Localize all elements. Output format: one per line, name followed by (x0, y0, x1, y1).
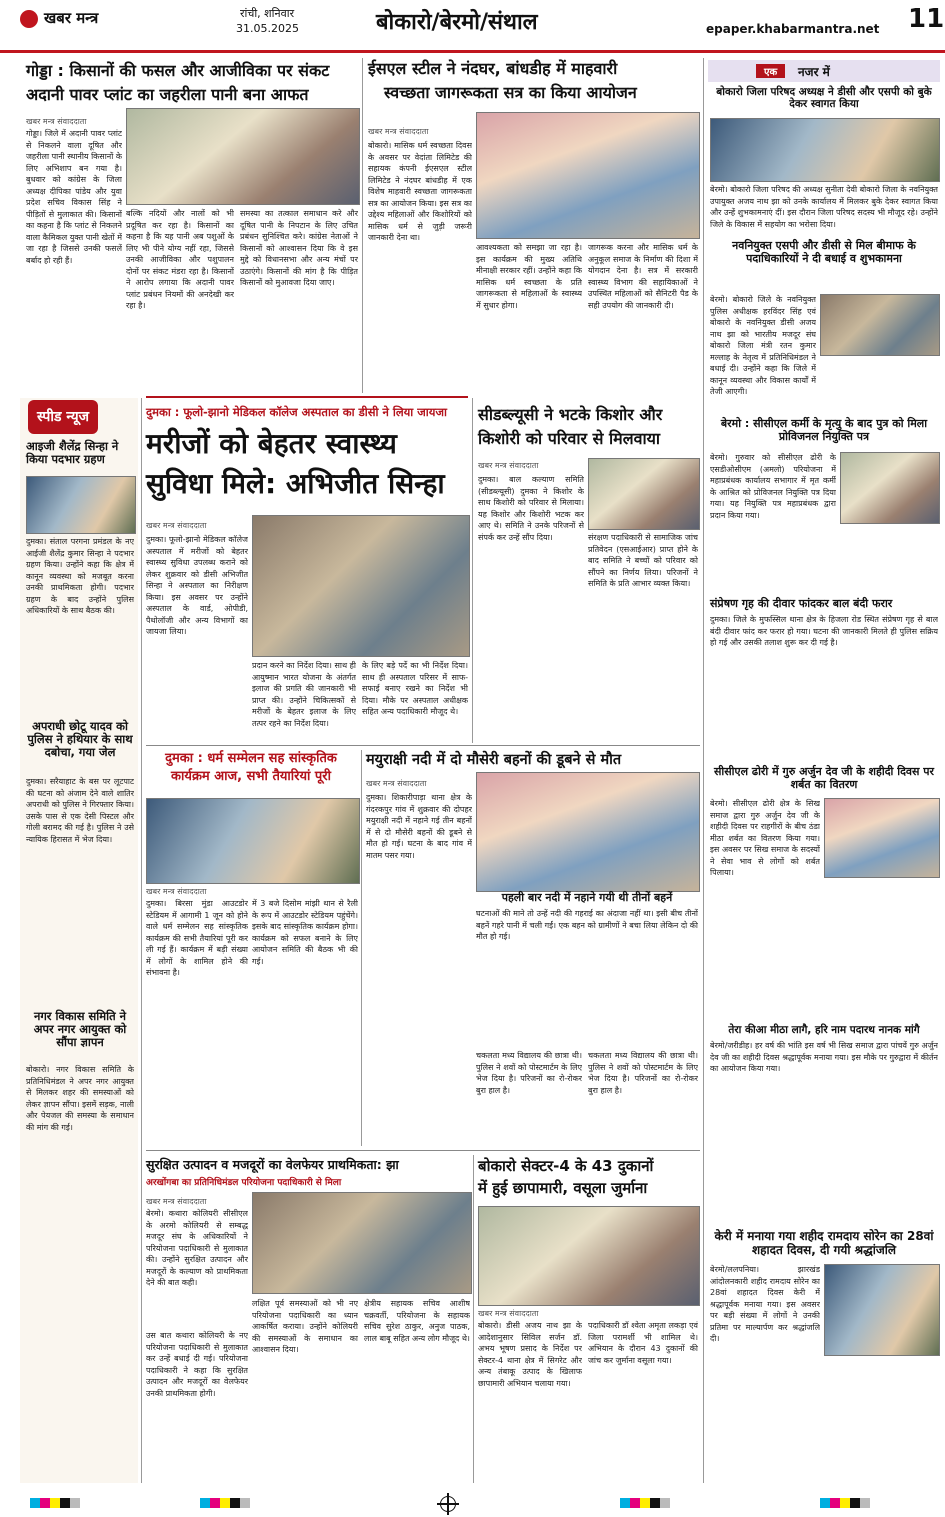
byline: खबर मन्त्र संवाददाता (146, 521, 207, 530)
logo-icon (20, 10, 38, 28)
welcome-photo (710, 118, 940, 182)
brief-body: बेरमो। बोकारो जिले के नवनियुक्त पुलिस अधीक्षक हरविंदर सिंह एवं बोकारो के नवनियुक्त डीसी अजय नाथ झा को भारतीय मजदूर संघ बोकारो जिला मंत्री रतन कुमार मल्लाह के नेतृत्व में प्रतिनिधिमंडल ने बधाई दी। उन्होंने कहा कि जिले में कानून व्यवस्था और विकास कार्यों में तेजी आएगी। (710, 295, 816, 396)
article-body: क्षेत्रीय सहायक सचिव आशीष चक्रवर्ती, परियोजना के सहायक सचिव सुरेश ठाकुर, अनुज पाठक, लाल बाबू सहित अन्य लोग मौजूद थे। (364, 1299, 470, 1343)
section-title: बोकारो/बेरमो/संथाल (376, 10, 538, 35)
article-body: बोकारो। डीसी अजय नाथ झा के आदेशानुसार सिविल सर्जन डॉ. अभय भूषण प्रसाद के निर्देश पर सेक्टर-4 थाना क्षेत्र में सिगरेट और अन्य तंबाकू उत्पाद के खिलाफ छापामारी अभियान चलाया गया। (478, 1321, 582, 1388)
byline: खबर मन्त्र संवाददाता (368, 127, 429, 136)
brief-body: दुमका। संताल परगना प्रमंडल के नए आईजी शैलेंद्र कुमार सिन्हा ने पदभार ग्रहण किया। उन्होंने कहा कि क्षेत्र में कानून व्यवस्था को मजबूत करना उनकी प्राथमिकता होगी। पदभार ग्रहण के बाद उन्होंने पुलिस अधिकारियों के साथ बैठक की। (26, 537, 134, 615)
brief-headline: अपराधी छोटू यादव को पुलिस ने हथियार के साथ दबोचा, गया जेल (27, 719, 133, 760)
sharbat-photo (824, 798, 940, 878)
brief-body: बेरमो/जरीडीह। हर वर्ष की भांति इस वर्ष भी सिख समाज द्वारा पांचवें गुरु अर्जुन देव जी का शहीदी दिवस श्रद्धापूर्वक मनाया गया। इस मौके पर गुरुद्वारा में कीर्तन का आयोजन किया गया। (710, 1041, 938, 1073)
page-number: 11 (908, 4, 945, 34)
dharm-headline-2: कार्यक्रम आज, सभी तैयारियां पूरी (171, 769, 331, 784)
brief-body: बेरमो/ललपनिया। झारखंड आंदोलनकारी शहीद रामदाय सोरेन का 28वां शहादत दिवस केरी में श्रद्धापूर्वक मनाया गया। इस अवसर पर बड़ी संख्या में लोगों ने उनकी प्रतिमा पर माल्यार्पण कर श्रद्धांजलि दी। (710, 1265, 820, 1343)
stadium-photo (146, 798, 360, 884)
header-city: रांची, शनिवार (240, 7, 295, 20)
tag-ek: एक (756, 64, 785, 78)
brief-headline: संप्रेषण गृह की दीवार फांदकर बाल बंदी फरार (710, 597, 893, 610)
column-rule (473, 1155, 474, 1483)
column-rule (703, 58, 704, 1483)
cwc-headline-1: सीडब्ल्यूसी ने भटके किशोर और (478, 405, 663, 424)
ek-nazar-band (708, 60, 940, 82)
registration-mark-icon (440, 1496, 456, 1512)
logo-text: खबर मन्त्र (44, 9, 99, 27)
article-body: दुमका। शिकारीपाड़ा थाना क्षेत्र के गंदरकपुर गांव में शुक्रवार की दोपहर मयुराक्षी नदी में नहाने गई तीन बहनों में से दो मौसेरी बहनों की डूबने से मौत हो गई। घटना के बाद गांव में मातम पसर गया। (366, 793, 472, 860)
esl-headline-2: स्वच्छता जागरूकता सत्र का किया आयोजन (384, 83, 637, 102)
brief-headline: केरी में मनाया गया शहीद रामदाय सोरेन का 28वां शहादत दिवस, दी गयी श्रद्धांजलि (714, 1229, 934, 1257)
column-rule (141, 398, 142, 1483)
brief-body: दुमका। सरैयाहाट के बस पर लूटपाट की घटना को अंजाम देने वाले शातिर अपराधी को पुलिस ने गिरफ्तार किया। उसके पास से एक देसी पिस्टल और गोली बरामद की गई है। पुलिस ने उसे न्यायिक हिरासत में भेज दिया। (26, 777, 134, 844)
brief-headline: तेरा कीआ मीठा लागै, हरि नाम पदारथ नानक मांगै (728, 1024, 920, 1036)
drowning-photo (476, 772, 700, 892)
masthead (0, 0, 945, 53)
tag-nazar: नजर में (798, 65, 830, 79)
footer (0, 1488, 945, 1517)
godda-headline-2: अदानी पावर प्लांट का जहरीला पानी बना आफत (26, 85, 309, 104)
appointment-photo (840, 452, 940, 524)
sector4-headline-1: बोकारो सेक्टर-4 के 43 दुकानों (478, 1157, 654, 1175)
article-body: के लिए बड़े पर्दे का भी निर्देश दिया। साथ ही अस्पताल परिसर में साफ-सफाई बनाए रखने का निर्देश भी दिया। मौके पर अस्पताल अधीक्षक सहित अन्य पदाधिकारी मौजूद थे। (362, 661, 468, 716)
brief-body: बोकारो। नगर विकास समिति के प्रतिनिधिमंडल ने अपर नगर आयुक्त से मिलकर शहर की समस्याओं को लेकर ज्ञापन सौंपा। इसमें सड़क, नाली और पेयजल की समस्या के समाधान की मांग की गई। (26, 1065, 134, 1132)
divider (146, 1150, 700, 1151)
brief-headline: सीसीएल ढोरी में गुरु अर्जुन देव जी के शहीदी दिवस पर शर्बत का वितरण (713, 765, 935, 791)
dumka-kicker: दुमका : फूलो-झानो मेडिकल कॉलेज अस्पताल का डीसी ने लिया जायजा (146, 405, 447, 419)
delegation-photo (820, 294, 940, 356)
column-rule (472, 398, 473, 743)
mayurakshi-headline: मयुराक्षी नदी में दो मौसेरी बहनों की डूबने से मौत (366, 752, 622, 768)
byline: खबर मन्त्र संवाददाता (146, 887, 207, 896)
byline: खबर मन्त्र संवाददाता (478, 461, 539, 470)
brief-body: बेरमो। बोकारो जिला परिषद की अध्यक्ष सुनीता देवी बोकारो जिला के नवनियुक्त उपायुक्त अजय नाथ झा को उनके कार्यालय में मिलकर बुके देकर स्वागत किया और उन्हें शुभकामनाएं दीं। इस दौरान जिला परिषद सदस्य भी मौजूद रहे। उन्होंने जिले के विकास में सहयोग का भरोसा दिया। (710, 185, 938, 229)
dumka-headline-1: मरीजों को बेहतर स्वास्थ्य (146, 427, 397, 460)
article-body: बल्कि नदियों और नालों को भी प्रदूषित कर रहा है। किसानों का कहना है कि यह पानी अब पशुओं के लिए भी पीने योग्य नहीं रहा, जिससे उनकी आजीविका और पशुपालन दोनों पर संकट मंडरा रहा है। किसानों ने आरोप लगाया कि अदानी पावर प्लांट प्रबंधन नियमों की अनदेखी कर रहा है। (126, 209, 234, 310)
godda-headline-1: गोड्डा : किसानों की फसल और आजीविका पर संकट (26, 61, 330, 80)
article-body: बेरमो। कथारा कोलियरी सीसीएल के अरमो कोलियरी से सम्बद्ध मजदूर संघ के अधिकारियों ने परियोजना पदाधिकारी से मुलाकात की। उन्होंने सुरक्षित उत्पादन और मजदूरों के कल्याण को प्राथमिकता देने की बात कही। (146, 1209, 248, 1287)
article-body: घटनाओं की माने तो उन्हें नदी की गहराई का अंदाजा नहीं था। इसी बीच तीनों बहनें गहरे पानी में चली गईं। एक बहन को ग्रामीणों ने बचा लिया लेकिन दो की मौत हो गई। (476, 909, 698, 941)
article-body: जागरूक करना और मासिक धर्म के अनुकूल समाज के निर्माण की दिशा में योगदान देना है। सत्र में सरकारी स्वास्थ्य विभाग की सहायिकाओं ने उपस्थित महिलाओं को सैनिटरी पैड के सही उपयोग की जानकारी दी। (588, 243, 698, 310)
family-reunion-photo (588, 458, 700, 530)
brief-headline: बेरमो : सीसीएल कर्मी के मृत्यु के बाद पुत्र को मिला प्रोविजनल नियुक्ति पत्र (720, 417, 928, 443)
article-body: चकलता मध्य विद्यालय की छात्रा थी। पुलिस ने शवों को पोस्टमार्टम के लिए भेज दिया है। परिजनों का रो-रोकर बुरा हाल है। (476, 1051, 582, 1095)
article-body: लक्षित पूर्व समस्याओं को भी नए परियोजना पदाधिकारी का ध्यान आकर्षित कराया। उन्होंने कोलियरी की समस्याओं के समाधान का आश्वासन दिया। (252, 1299, 358, 1354)
ig-photo (26, 476, 136, 534)
farmers-photo (126, 108, 360, 205)
article-body: गोड्डा। जिले में अदानी पावर प्लांट से निकलने वाला दूषित और जहरीला पानी स्थानीय किसानों के लिए अभिशाप बन गया है। बुधवार को कांग्रेस के जिला अध्यक्ष दीपिका पांडेय और युवा प्रदेश सचिव विकास सिंह ने पीड़ितों से मुलाकात की। किसानों का कहना है कि प्लांट से निकलने वाला कैमिकल युक्त पानी खेतों में जा रहा है जिससे उनकी फसलें बर्बाद हो रही हैं। (26, 129, 122, 265)
divider (146, 745, 700, 746)
article-body: दुमका। बाल कल्याण समिति (सीडब्ल्यूसी) दुमका ने किशोर के साथ किशोरी को परिवार से मिलाया। यह किशोर और किशोरी भटक कर आए थे। समिति ने उनके परिजनों से संपर्क कर उन्हें सौंप दिया। (478, 475, 584, 542)
sector4-headline-2: में हुई छापामारी, वसूला जुर्माना (478, 1179, 648, 1197)
byline: खबर मन्त्र संवाददाता (366, 779, 427, 788)
article-body: दुमका। बिरसा मुंडा आउटडोर स्टेडियम में आगामी 1 जून को होने वाले धर्म सम्मेलन सह सांस्कृतिक कार्यक्रम की सभी तैयारियां पूरी कर ली गई हैं। कार्यक्रम में बड़ी संख्या में लोगों के शामिल होने की संभावना है। (146, 899, 248, 977)
speed-news-label: स्पीड न्यूज (28, 400, 98, 434)
cwc-headline-2: किशोरी को परिवार से मिलवाया (478, 429, 661, 448)
awareness-session-photo (476, 112, 700, 239)
article-body: चकलता मध्य विद्यालय की छात्रा थी। पुलिस ने शवों को पोस्टमार्टम के लिए भेज दिया है। परिजनों का रो-रोकर बुरा हाल है। (588, 1051, 698, 1095)
esl-headline-1: ईसएल स्टील ने नंदघर, बांधडीह में माहवारी (368, 59, 618, 78)
article-body: बोकारो। मासिक धर्म स्वच्छता दिवस के अवसर पर वेदांता लिमिटेड की सहायक कंपनी ईएसएल स्टील लिमिटेड ने नंदघर बांधडीह में एक विशेष माहवारी स्वच्छता जागरूकता सत्र का आयोजन किया। इस सत्र का उद्देश्य महिलाओं और किशोरियों को मासिक धर्म से जुड़ी जरूरी जानकारी देना था। (368, 141, 472, 242)
suraksha-headline: सुरक्षित उत्पादन व मजदूरों का वेलफेयर प्राथमिकता: झा (146, 1157, 399, 1172)
photo-caption: पहली बार नदी में नहाने गयी थी तीनों बहनें (501, 891, 673, 904)
article-body: समस्या का तत्काल समाधान करे और दूषित पानी के निपटान के लिए उचित प्रबंधन सुनिश्चित करे। कांग्रेस नेताओं ने किसानों को आश्वासन दिया कि वे इस मुद्दे को विधानसभा और अन्य मंचों पर उठाएंगे। किसानों की मांग है कि पीड़ित किसानों को मुआवजा दिया जाए। (240, 209, 358, 287)
byline: खबर मन्त्र संवाददाता (146, 1197, 207, 1206)
color-bar-icon (820, 1498, 880, 1508)
article-body: आवश्यकता को समझा जा रहा है। इस कार्यक्रम की मुख्य अतिथि मीनाक्षी सरकार रहीं। उन्होंने कहा कि मासिक धर्म स्वच्छता के प्रति जागरूकता से महिलाओं के स्वास्थ्य में सुधार होगा। (476, 243, 582, 310)
dumka-headline-2: सुविधा मिले: अभिजीत सिन्हा (146, 467, 445, 500)
raid-photo (478, 1206, 700, 1306)
brief-headline: नगर विकास समिति ने अपर नगर आयुक्त को सौंपा ज्ञापन (33, 1009, 127, 1050)
column-rule (361, 750, 362, 1146)
divider (146, 396, 468, 398)
header-date: 31.05.2025 (236, 22, 299, 35)
brief-body: बेरमो। गुरुवार को सीसीएल ढोरी के एसडीओसीएम (अमलो) परियोजना में महाप्रबंधक कार्यालय सभागार में मृत कर्मी के आश्रित को प्रोविजनल नियुक्ति पत्र दिया गया। यह नियुक्ति पत्र महाप्रबंधक द्वारा प्रदान किया गया। (710, 453, 836, 520)
suraksha-subhead: अरखोंगबा का प्रतिनिधिमंडल परियोजना पदाधिकारी से मिला (146, 1178, 342, 1188)
article-body: दुमका। फूलो-झानो मेडिकल कॉलेज अस्पताल में मरीजों को बेहतर स्वास्थ्य सुविधा उपलब्ध कराने को लेकर शुक्रवार को डीसी अभिजीत सिन्हा ने अस्पताल का निरीक्षण किया। इस अवसर पर उन्होंने अस्पताल के वार्ड, ओपीडी, पैथोलॉजी और अन्य विभागों का जायजा लिया। (146, 535, 248, 636)
article-body: प्रदान करने का निर्देश दिया। साथ ही आयुष्मान भारत योजना के अंतर्गत इलाज की प्रगति की जानकारी भी प्राप्त की। उन्होंने चिकित्सकों से मरीजों के बेहतर इलाज के लिए तत्पर रहने का निर्देश दिया। (252, 661, 356, 728)
site-url[interactable]: epaper.khabarmantra.net (706, 22, 880, 36)
hospital-inspection-photo (252, 515, 470, 657)
brief-headline: आइजी शैलेंद्र सिन्हा ने किया पदभार ग्रहण (26, 439, 119, 467)
article-body: संरक्षण पदाधिकारी से सामाजिक जांच प्रतिवेदन (एसआईआर) प्राप्त होने के बाद समिति ने बच्चों को परिवार को सौंपने का निर्णय लिया। परिजनों ने समिति के प्रति आभार व्यक्त किया। (588, 533, 698, 588)
article-body: में 3 बजे दिसोम मांझी थान से रैली के रूप में आउटडोर स्टेडियम पहुंचेंगे। इसके बाद सांस्कृतिक कार्यक्रम होगा। कार्यक्रम को सफल बनाने के लिए आयोजन समिति की बैठक भी की गई। (252, 899, 358, 966)
article-body: उस बात कथारा कोलियरी के नए परियोजना पदाधिकारी से मुलाकात कर उन्हें बधाई दी गई। परियोजना पदाधिकारी ने कहा कि सुरक्षित उत्पादन और मजदूरों का वेलफेयर उनकी प्राथमिकता होगी। (146, 1331, 248, 1398)
byline: खबर मन्त्र संवाददाता (478, 1309, 539, 1318)
color-bar-icon (200, 1498, 260, 1508)
byline: खबर मन्त्र संवाददाता (26, 117, 87, 126)
brief-body: बेरमो। सीसीएल ढोरी क्षेत्र के सिख समाज द्वारा गुरु अर्जुन देव जी के शहीदी दिवस पर राहगीरों के बीच ठंडा मीठा शर्बत का वितरण किया गया। इस अवसर पर सिख समाज के सदस्यों ने सेवा भाव से लोगों को शर्बत पिलाया। (710, 799, 820, 877)
delegation-meeting-photo (252, 1192, 472, 1294)
article-body: पदाधिकारी डॉ श्वेता अमृता लकड़ा एवं जिला परामर्शी भी शामिल थे। अभियान के दौरान 43 दुकानों की जांच कर जुर्माना वसूला गया। (588, 1321, 698, 1365)
tribute-photo (824, 1264, 940, 1356)
color-bar-icon (30, 1498, 90, 1508)
brief-headline: नवनियुक्त एसपी और डीसी से मिल बीमाफ के पदाधिकारियों ने दी बधाई व शुभकामना (732, 239, 916, 265)
brief-headline: बोकारो जिला परिषद अध्यक्ष ने डीसी और एसपी को बुके देकर स्वागत किया (716, 86, 932, 111)
brief-body: दुमका। जिले के मुफस्सिल थाना क्षेत्र के हिजला रोड स्थित संप्रेषण गृह से बाल बंदी दीवार फांद कर फरार हो गया। घटना की जानकारी मिलते ही पुलिस सक्रिय हो गई और उसकी तलाश शुरू कर दी गई है। (710, 615, 938, 647)
dharm-headline-1: दुमका : धर्म सम्मेलन सह सांस्कृतिक (165, 751, 337, 766)
column-rule (362, 58, 363, 393)
color-bar-icon (620, 1498, 680, 1508)
